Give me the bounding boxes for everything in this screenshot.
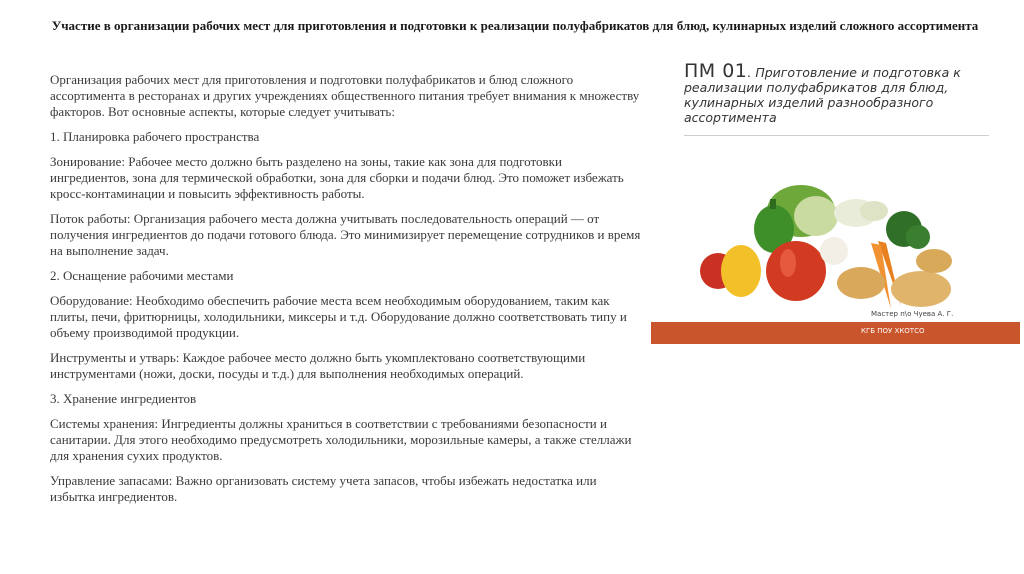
garlic-shape bbox=[820, 237, 848, 265]
paragraph-storage: Системы хранения: Ингредиенты должны храниться в соответствии с требованиями безопасности и санитарии. Для этого необходимо предусмотреть холодильники, морозильные камеры, а также стеллажи для хранения сухих продуктов. bbox=[50, 416, 632, 463]
red-pepper-shape bbox=[766, 241, 826, 301]
vegetables-image bbox=[696, 171, 966, 321]
cover-org: КГБ ПОУ ХКОТСО bbox=[861, 327, 925, 335]
yellow-pepper-shape bbox=[721, 245, 761, 297]
page-title: Участие в организации рабочих мест для приготовления и подготовки к реализации полуфабрикатов для блюд, кулинарных изделий сложного ассортимента bbox=[51, 18, 979, 33]
paragraph-zoning: Зонирование: Рабочее место должно быть разделено на зоны, такие как зона для подготовки ингредиентов, зона для термической обработки, зона для сборки и подачи блюд. Это поможет избежать кросс-контаминации и повысить эффективность работы. bbox=[50, 154, 624, 201]
cover-band bbox=[651, 322, 1020, 344]
paragraph-equipment: Оборудование: Необходимо обеспечить рабочие места всем необходимым оборудованием, таким как плиты, печи, фритюрницы, холодильники, миксеры и т.д. Оборудование должно соответствовать типу и объему производимой продукции. bbox=[50, 293, 627, 340]
section-heading-3: 3. Хранение ингредиентов bbox=[50, 391, 197, 406]
paragraph-workflow: Поток работы: Организация рабочего места должна учитывать последовательность операций — от получения ингредиентов до подачи готового блюда. Это минимизирует перемещение сотрудников и время на выполнение задач. bbox=[50, 211, 641, 258]
cover-divider bbox=[684, 135, 989, 136]
section-heading-2: 2. Оснащение рабочими местами bbox=[50, 268, 234, 283]
cover-heading-text: . Приготовление и подготовка к реализации полуфабрикатов для блюд, кулинарных изделий разнообразного ассортимента bbox=[684, 65, 961, 125]
cover-heading bbox=[684, 60, 1014, 125]
intro-paragraph: Организация рабочих мест для приготовления и подготовки полуфабрикатов и блюд сложного ассортимента в ресторанах и других учреждениях общественного питания требует внимания к множеству факторов. Вот основные аспекты, которые следует учитывать: bbox=[50, 72, 640, 119]
paragraph-tools: Инструменты и утварь: Каждое рабочее место должно быть укомплектовано соответствующими инструментами (ножи, доски, посуды и т.д.) для выполнения необходимых операций. bbox=[50, 350, 586, 381]
body-text bbox=[50, 72, 642, 514]
potato-shape bbox=[837, 267, 885, 299]
paragraph-inventory: Управление запасами: Важно организовать систему учета запасов, чтобы избежать недостатка или избытка ингредиентов. bbox=[50, 473, 597, 504]
cover-image bbox=[651, 56, 1020, 344]
cover-author: Мастер п\о Чуева А. Г. bbox=[871, 310, 954, 318]
section-heading-1: 1. Планировка рабочего пространства bbox=[50, 129, 260, 144]
cover-code: ПМ 01 bbox=[684, 60, 748, 82]
